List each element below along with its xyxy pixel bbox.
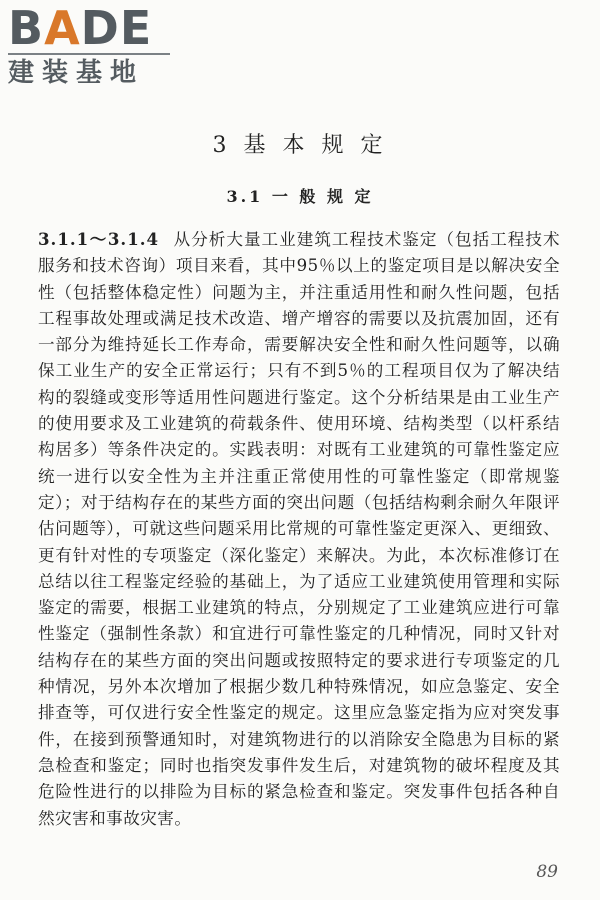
clause-text: 从分析大量工业建筑工程技术鉴定（包括工程技术服务和技术咨询）项目来看，其中95％以上的鉴定项目是以解决安全性（包括整体稳定性）问题为主，并注重适用性和耐久性问题，包括工程事故处理或满足技术改造、增产增容的需要以及抗震加固，还有一部分为维持延长工作寿命，需要解决安全性和耐久性问题等，以确保工业生产的安全正常运行；只有不到5％的工程项目仅为了解决结构的裂缝或变形等适用性问题进行鉴定。这个分析结果是由工业生产的使用要求及工业建筑的荷载条件、使用环境、结构类型（以杆系结构居多）等条件决定的。实践表明：对既有工业建筑的可靠性鉴定应统一进行以安全性为主并注重正常使用性的可靠性鉴定（即常规鉴定）；对于结构存在的某些方面的突出问题（包括结构剩余耐久年限评估问题等），可就这些问题采用比常规的可靠性鉴定更深入、更细致、更有针对性的专项鉴定（深化鉴定）来解决。为此，本次标准修订在总结以往工程鉴定经验的基础上，为了适应工业建筑使用管理和实际鉴定的需要，根据工业建筑的特点，分别规定了工业建筑应进行可靠性鉴定（强制性条款）和宜进行可靠性鉴定的几种情况，同时又针对结构存在的某些方面的突出问题或按照特定的要求进行专项鉴定的几种情况，另外本次增加了根据少数几种特殊情况，如应急鉴定、安全排查等，可仅进行安全性鉴定的规定。这里应急鉴定指为应对突发事件，在接到预警通知时，对建筑物进行的以消除安全隐患为目标的紧急检查和鉴定；同时也指突发事件发生后，对建筑物的破坏程度及其危险性进行的以排险为目标的紧急检查和鉴定。突发事件包括各种自然灾害和事故灾害。 <box>38 230 560 828</box>
logo-wordmark <box>8 1 178 55</box>
section-title: 3.1 一 般 规 定 <box>226 187 374 206</box>
clause-paragraph <box>38 226 560 832</box>
logo-chinese-name: 建装基地 <box>8 58 145 88</box>
logo-letters-de: DE <box>80 1 153 55</box>
page-number: 89 <box>536 862 558 882</box>
clause-number: 3.1.1～3.1.4 <box>38 229 160 249</box>
chapter-title: 3 基 本 规 定 <box>212 133 388 158</box>
bade-logo <box>8 1 178 88</box>
logo-letter-b: B <box>8 1 45 55</box>
logo-letter-a: A <box>44 1 81 55</box>
